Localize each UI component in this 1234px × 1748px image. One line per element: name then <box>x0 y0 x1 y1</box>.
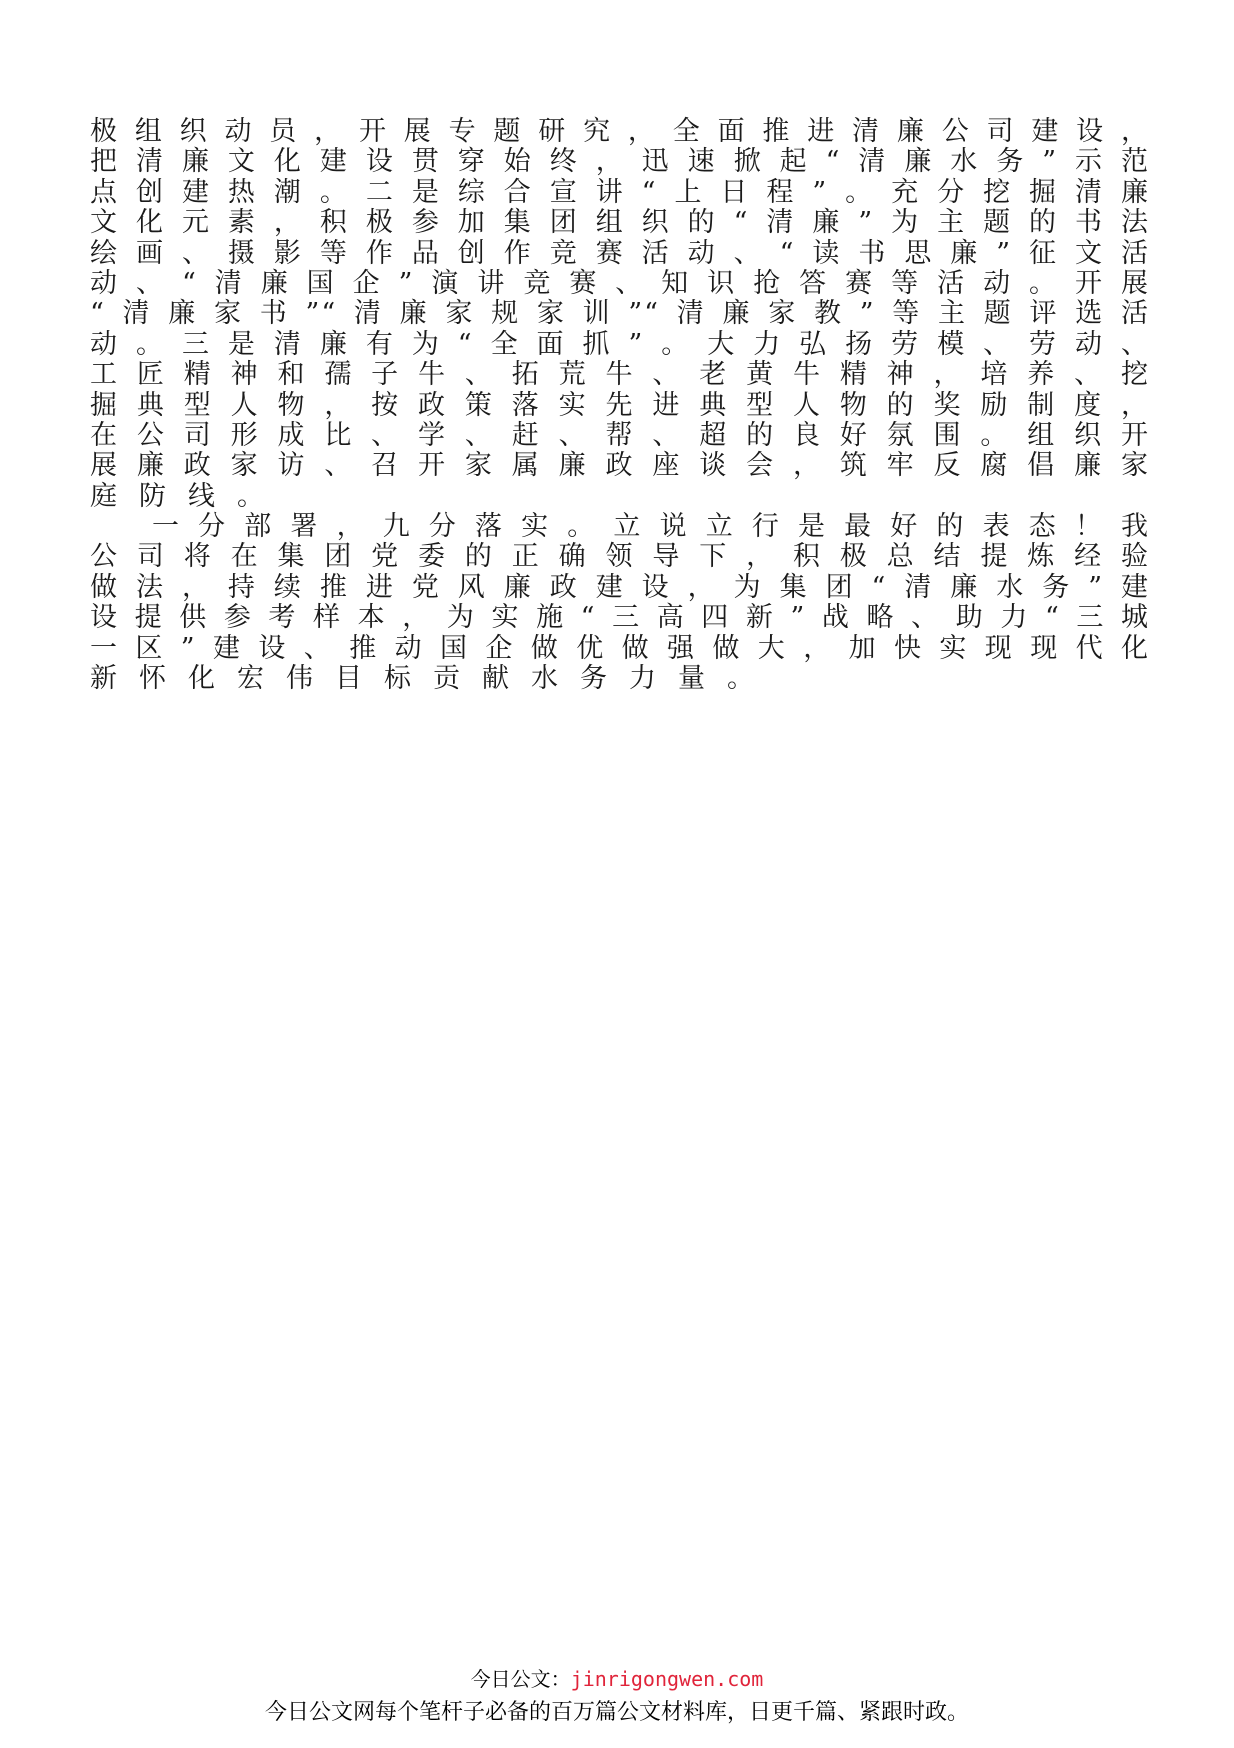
paragraph-2 <box>90 512 1150 694</box>
text-line: 展廉政家访、召开家属廉政座谈会，筑牢反腐倡廉家 <box>90 450 1150 482</box>
footer-site-link[interactable]: jinrigongwen.com <box>570 1667 764 1691</box>
footer-slogan: 今日公文网每个笔杆子必备的百万篇公文材料库，日更千篇、紧跟时政。 <box>264 1700 969 1725</box>
text-line: 动。三是清廉有为“全面抓”。大力弘扬劳模、劳动、 <box>90 328 1150 360</box>
text-line: 极组织动员，开展专题研究，全面推进清廉公司建设， <box>90 116 1150 147</box>
text-line: 新怀化宏伟目标贡献水务力量。 <box>90 663 776 695</box>
footer-site <box>0 1663 1234 1692</box>
document-body <box>90 117 1150 694</box>
text-line: 文化元素，积极参加集团组织的“清廉”为主题的书法 <box>90 207 1150 239</box>
text-line: 一区”建设、推动国企做优做强做大，加快实现现代化 <box>90 632 1150 664</box>
text-line: 点创建热潮。二是综合宣讲“上日程”。充分挖掘清廉 <box>90 176 1150 208</box>
text-line: 工匠精神和孺子牛、拓荒牛、老黄牛精神，培养、挖 <box>90 359 1150 391</box>
text-line: 做法，持续推进党风廉政建设，为集团“清廉水务”建 <box>90 571 1150 603</box>
text-line: 在公司形成比、学、赶、帮、超的良好氛围。组织开 <box>90 419 1150 451</box>
text-line: 绘画、摄影等作品创作竞赛活动、“读书思廉”征文活 <box>90 237 1150 269</box>
footer-site-label: 今日公文： <box>470 1667 571 1691</box>
text-line: “清廉家书”“清廉家规家训”“清廉家教”等主题评选活 <box>90 298 1150 330</box>
text-line: 掘典型人物，按政策落实先进典型人物的奖励制度， <box>90 389 1150 421</box>
text-line: 一分部署，九分落实。立说立行是最好的表态！我 <box>152 511 1150 543</box>
text-line: 动、“清廉国企”演讲竞赛、知识抢答赛等活动。开展 <box>90 267 1150 299</box>
text-line: 把清廉文化建设贯穿始终，迅速掀起“清廉水务”示范 <box>90 146 1150 178</box>
paragraph-1 <box>90 117 1150 512</box>
text-line: 庭防线。 <box>90 480 286 512</box>
text-line: 公司将在集团党委的正确领导下，积极总结提炼经验 <box>90 541 1150 573</box>
text-line: 设提供参考样本，为实施“三高四新”战略、助力“三城 <box>90 602 1150 634</box>
